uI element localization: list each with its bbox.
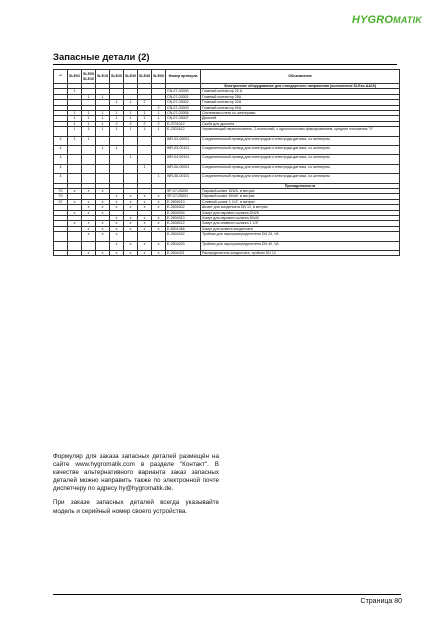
quantity-cell: 1 [96, 127, 110, 136]
table-header-row [54, 70, 400, 84]
quantity-cell: 1 [124, 100, 138, 105]
quantity-cell: 1 [124, 127, 138, 136]
quantity-cell: 2 [138, 100, 152, 105]
part-description-cell: Главный контактор 25A [201, 94, 400, 99]
part-description-cell: Хомут для сливного шланга 1 1/4" [201, 221, 400, 226]
quantity-cell: x [82, 199, 96, 204]
column-header: Номер артикула [166, 70, 201, 84]
quantity-cell [138, 155, 152, 164]
quantity-cell: x [124, 194, 138, 199]
quantity-cell: x [68, 199, 82, 204]
quantity-cell: x [124, 251, 138, 256]
quantity-cell [68, 232, 82, 241]
quantity-cell: x [82, 221, 96, 226]
quantity-cell: 1 [110, 116, 124, 121]
quantity-cell: 2 [110, 121, 124, 126]
quantity-cell: x [152, 221, 166, 226]
quantity-cell: x [110, 205, 124, 210]
part-description-cell: Управляющий переключатель, 2-полюсный, с однополюсным фиксированием, средние положения "0" [201, 127, 400, 136]
quantity-cell: 1 [124, 116, 138, 121]
quantity-cell [68, 251, 82, 256]
quantity-cell: 2 [138, 121, 152, 126]
part-description-cell: Хомут для парового шланга DN25 [201, 210, 400, 215]
article-number-cell: CN-07-03007 [166, 116, 201, 121]
article-number-cell: SP-07-25000 [166, 189, 201, 194]
quantity-cell [152, 164, 166, 173]
quantity-cell: x [110, 251, 124, 256]
quantity-cell [68, 164, 82, 173]
quantity-cell: x [138, 241, 152, 250]
table-body [54, 84, 400, 256]
quantity-cell: 1 [110, 100, 124, 105]
quantity-cell [54, 232, 68, 241]
quantity-cell: x [82, 226, 96, 231]
page-number: Страница 80 [360, 598, 402, 605]
quantity-cell: x [152, 226, 166, 231]
quantity-cell: 1 [138, 127, 152, 136]
quantity-cell: x [96, 251, 110, 256]
quantity-cell: 2 [124, 121, 138, 126]
quantity-cell: 1 [124, 111, 138, 116]
table-row [54, 251, 400, 256]
quantity-cell: x [152, 205, 166, 210]
quantity-cell: x [138, 251, 152, 256]
quantity-cell [110, 164, 124, 173]
article-number-cell: CN-07-03001 [166, 94, 201, 99]
article-number-cell: WR-06-00101 [166, 174, 201, 183]
quantity-cell: x [110, 221, 124, 226]
part-description-cell: Соединительный провод для электродов и электрода-датчика, со штекером [201, 146, 400, 155]
quantity-cell [96, 136, 110, 145]
quantity-cell: 1 [152, 174, 166, 183]
table-row [54, 127, 400, 136]
table-row [54, 146, 400, 155]
quantity-cell [82, 241, 96, 250]
article-number-cell: CN-07-03003 [166, 105, 201, 110]
quantity-cell: x [152, 194, 166, 199]
article-number-cell: WR-03-00101 [166, 146, 201, 155]
article-number-cell: CN-07-03002 [166, 100, 201, 105]
quantity-cell: x [110, 232, 124, 241]
quantity-cell: x [124, 205, 138, 210]
logo-main-text: HYGRO [351, 14, 394, 26]
quantity-cell: 1 [82, 116, 96, 121]
article-number-cell: E-2604302 [166, 205, 201, 210]
table-row [54, 241, 400, 250]
part-description-cell: Хомут для шланга конденсата [201, 226, 400, 231]
quantity-cell: x [110, 216, 124, 221]
quantity-cell: x [152, 199, 166, 204]
order-note-paragraph: При заказе запасных деталей всегда указывайте модель и серийный номер своего устройства. [53, 499, 219, 515]
quantity-cell: 1 [138, 164, 152, 173]
column-header: SLE20 [110, 70, 124, 84]
quantity-cell [82, 174, 96, 183]
quantity-cell: x [96, 221, 110, 226]
quantity-cell [68, 155, 82, 164]
table-row [54, 155, 400, 164]
hygromatik-logo [352, 14, 422, 26]
quantity-cell [152, 155, 166, 164]
quantity-cell: 4 [54, 146, 68, 155]
order-notes [53, 453, 219, 522]
part-description-cell: Главный контактор 20 A [201, 89, 400, 94]
article-number-cell: E-2604310 [166, 216, 201, 221]
quantity-cell [82, 146, 96, 155]
quantity-cell [152, 136, 166, 145]
quantity-cell: 1 [152, 111, 166, 116]
quantity-cell [68, 174, 82, 183]
column-header: Обозначение [201, 70, 400, 84]
quantity-cell: x [96, 226, 110, 231]
page-title: Запасные детали (2) [53, 52, 150, 63]
quantity-cell: 1 [138, 111, 152, 116]
part-description-cell: Тройник для пароораспределителя DN 40, VA [201, 241, 400, 250]
column-header: SLE30 [124, 70, 138, 84]
quantity-cell: x [124, 241, 138, 250]
column-header: SLE05 SLE10 [82, 70, 96, 84]
quantity-cell: x [82, 251, 96, 256]
quantity-cell: x [138, 216, 152, 221]
quantity-cell [124, 174, 138, 183]
quantity-cell: 1 [68, 111, 82, 116]
quantity-cell: x [124, 221, 138, 226]
column-header: SLE02 [68, 70, 82, 84]
quantity-cell: x [82, 210, 96, 215]
table-row [54, 174, 400, 183]
article-number-cell: E-2604013 [166, 199, 201, 204]
quantity-cell [110, 174, 124, 183]
quantity-cell: 2 [152, 105, 166, 110]
quantity-cell: 1 [124, 155, 138, 164]
quantity-cell: x [82, 205, 96, 210]
quantity-cell: x [110, 194, 124, 199]
quantity-cell [138, 136, 152, 145]
quantity-cell: 1 [110, 127, 124, 136]
part-description-cell: Соединительный провод для электродов и электрода-датчика, со штекером [201, 155, 400, 164]
quantity-cell: 1 [152, 127, 166, 136]
quantity-cell: 1 [110, 146, 124, 155]
article-number-cell: E-2604023 [166, 241, 201, 250]
quantity-cell: 1 [82, 94, 96, 99]
footer-divider [53, 594, 401, 595]
part-description-cell: Дисплей [201, 116, 400, 121]
part-description-cell: Тройник для пароораспределителя DN 25, VA [201, 232, 400, 241]
quantity-cell: 1 [82, 121, 96, 126]
quantity-cell: 1 [68, 116, 82, 121]
quantity-cell [68, 241, 82, 250]
quantity-cell: x [124, 226, 138, 231]
part-description-cell: Распределитель конденсата, тройник DN 12 [201, 251, 400, 256]
logo-tail-text: MATIK [393, 15, 422, 25]
table-row [54, 232, 400, 241]
column-header: ** [54, 70, 68, 84]
quantity-cell: x [138, 194, 152, 199]
quantity-cell: x [96, 210, 110, 215]
quantity-cell [124, 164, 138, 173]
part-description-cell: Главный контактор 32A [201, 100, 400, 105]
quantity-cell: 1 [110, 111, 124, 116]
column-header: SLE15 [96, 70, 110, 84]
part-description-cell: Главный контактор 50A [201, 105, 400, 110]
quantity-cell: x [68, 189, 82, 194]
article-number-cell: E-2604342 [166, 232, 201, 241]
quantity-cell: x [110, 199, 124, 204]
quantity-cell [124, 136, 138, 145]
article-number-cell: E-2604304 [166, 210, 201, 215]
quantity-cell: x [110, 241, 124, 250]
quantity-cell: 1 [138, 116, 152, 121]
part-description-cell: Паровой шланг DN40, в метрах [201, 194, 400, 199]
spare-parts-table [53, 69, 400, 256]
quantity-cell: 4 [54, 174, 68, 183]
quantity-cell: 1 [68, 121, 82, 126]
quantity-cell: x [152, 216, 166, 221]
part-description-cell: Системная плата со штекерами [201, 111, 400, 116]
quantity-cell [96, 155, 110, 164]
table-row [54, 136, 400, 145]
part-description-cell: Шланг для конденсата DN 12, в метрах [201, 205, 400, 210]
quantity-cell [124, 146, 138, 155]
quantity-cell: 4 [54, 136, 68, 145]
article-number-cell: SP-07-25001 [166, 194, 201, 199]
quantity-cell: 1 [82, 136, 96, 145]
quantity-cell [152, 146, 166, 155]
part-description-cell: Соединительный провод для электродов и электрода-датчика, со штекером [201, 164, 400, 173]
quantity-cell: x [124, 199, 138, 204]
part-description-cell: Соединительный провод для электродов и электрода-датчика, со штекером [201, 136, 400, 145]
quantity-cell: 1 [82, 127, 96, 136]
quantity-cell: 1 [96, 146, 110, 155]
part-description-cell: Соединительный провод для электродов и электрода-датчика, со штекером [201, 174, 400, 183]
quantity-cell [54, 241, 68, 250]
quantity-cell: x [138, 226, 152, 231]
article-number-cell: WR-03-00001 [166, 136, 201, 145]
quantity-cell: 57 [54, 199, 68, 204]
quantity-cell [110, 136, 124, 145]
article-number-cell: E-2604012 [166, 221, 201, 226]
quantity-cell: 1 [68, 136, 82, 145]
column-header: SLE45 [138, 70, 152, 84]
quantity-cell: 1 [82, 111, 96, 116]
part-description-cell: Хомут для парового шланга DN40 [201, 216, 400, 221]
article-number-cell: WR-04-00101 [166, 155, 201, 164]
quantity-cell [54, 251, 68, 256]
quantity-cell: x [138, 205, 152, 210]
quantity-cell [68, 146, 82, 155]
quantity-cell: x [96, 232, 110, 241]
quantity-cell: x [68, 221, 82, 226]
quantity-cell [110, 155, 124, 164]
quantity-cell: x [82, 189, 96, 194]
table-row [54, 164, 400, 173]
quantity-cell [96, 241, 110, 250]
quantity-cell: x [152, 251, 166, 256]
quantity-cell: x [96, 205, 110, 210]
article-number-cell: E-2604321 [166, 251, 201, 256]
article-number-cell: CN-07-03006 [166, 111, 201, 116]
quantity-cell: x [152, 241, 166, 250]
title-divider [53, 64, 397, 65]
column-header: SLE60 [152, 70, 166, 84]
quantity-cell: 1 [96, 94, 110, 99]
quantity-cell: 2 [152, 121, 166, 126]
quantity-cell [138, 146, 152, 155]
quantity-cell: x [68, 210, 82, 215]
article-number-cell: WR-06-00001 [166, 164, 201, 173]
part-description-cell: Принадлежности [201, 183, 400, 188]
article-number-cell: E-2302412 [166, 127, 201, 136]
part-description-cell: Паровой шланг DN25, в метрах [201, 189, 400, 194]
quantity-cell: 4 [54, 164, 68, 173]
part-description-cell: Скоба для дисплея [201, 121, 400, 126]
quantity-cell: x [82, 232, 96, 241]
article-number-cell: E-8501366 [166, 226, 201, 231]
quantity-cell: 1 [68, 127, 82, 136]
part-description-cell: Сливной шланг 1 1/4", в метрах [201, 199, 400, 204]
quantity-cell [96, 174, 110, 183]
quantity-cell: x [138, 199, 152, 204]
quantity-cell [138, 174, 152, 183]
quantity-cell [82, 155, 96, 164]
quantity-cell [54, 127, 68, 136]
quantity-cell [138, 232, 152, 241]
quantity-cell: x [110, 226, 124, 231]
quantity-cell: 1 [96, 116, 110, 121]
quantity-cell: x [96, 199, 110, 204]
quantity-cell: 1 [96, 121, 110, 126]
quantity-cell: 1 [96, 111, 110, 116]
article-number-cell: CN-07-03000 [166, 89, 201, 94]
quantity-cell: 1 [68, 89, 82, 94]
quantity-cell: x [138, 221, 152, 226]
quantity-cell: 70 [54, 189, 68, 194]
quantity-cell [82, 164, 96, 173]
quantity-cell [124, 232, 138, 241]
quantity-cell: x [124, 216, 138, 221]
quantity-cell: 4 [54, 155, 68, 164]
part-description-cell: Электронное оборудование для стандартного напряжения (исполнение SLExx-AA10) [201, 84, 400, 89]
order-note-paragraph: Формуляр для заказа запасных деталей размещён на сайте www.hygromatik.com в разделе "Контакт". В качестве альтернативного варианта заказ запасных деталей можно направить также по электронной почте диспетчеру по адресу hy@hygromatik.de. [53, 453, 219, 493]
quantity-cell: 1 [152, 116, 166, 121]
quantity-cell: x [96, 189, 110, 194]
quantity-cell [96, 164, 110, 173]
quantity-cell [152, 232, 166, 241]
quantity-cell: 70 [54, 194, 68, 199]
article-number-cell: E-0701012 [166, 121, 201, 126]
